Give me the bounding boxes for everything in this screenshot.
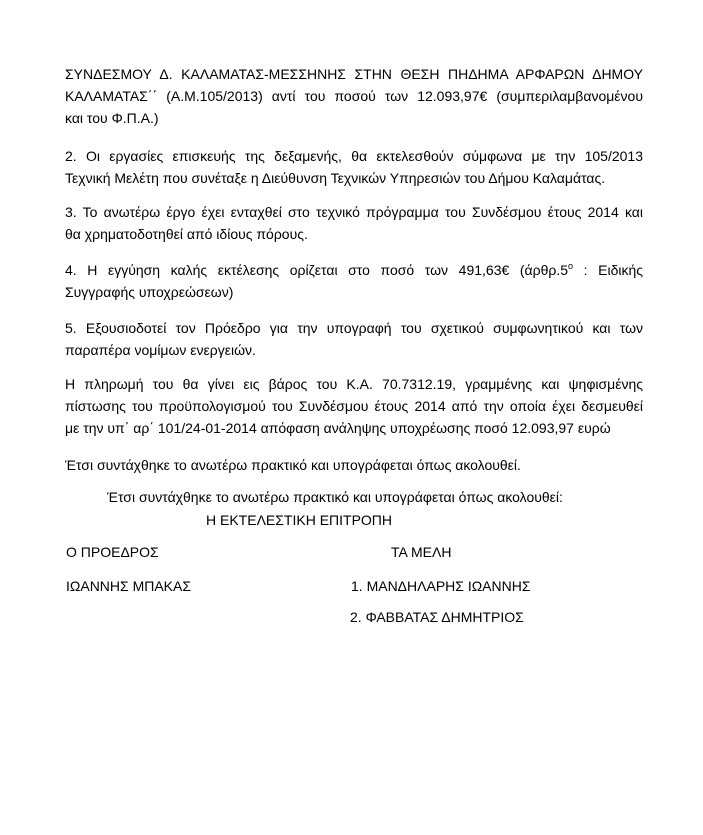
members-label: ΤΑ ΜΕΛΗ [391,544,452,560]
text-line: με την υπ΄ αρ΄ 101/24-01-2014 απόφαση ανάληψης υποχρέωσης ποσό 12.093,97 ευρώ [65,420,611,436]
text-line [65,259,643,281]
paragraph-project-title [65,63,643,129]
text-line: Έτσι συντάχθηκε το ανωτέρω πρακτικό και υπογράφεται όπως ακολουθεί. [65,457,521,473]
paragraph-closing [65,454,643,476]
paragraph-item-3 [65,201,643,245]
committee-title: Η ΕΚΤΕΛΕΣΤΙΚΗ ΕΠΙΤΡΟΠΗ [206,512,393,528]
paragraph-payment [65,373,643,439]
superscript: ο [568,261,574,271]
member-name-1: 1. ΜΑΝΔΗΛΑΡΗΣ ΙΩΑΝΝΗΣ [351,578,531,594]
paragraph-item-5 [65,317,643,361]
text-line: 3. Το ανωτέρω έργο έχει ενταχθεί στο τεχνικό πρόγραμμα του Συνδέσμου έτους 2014 και [65,204,643,220]
text-line: πίστωσης του προϋπολογισμού του Συνδέσμου έτους 2014 από την οποία έχει δεσμευθεί [65,398,643,414]
text-line: Τεχνική Μελέτη που συνέταξε η Διεύθυνση Τεχνικών Υπηρεσιών του Δήμου Καλαμάτας. [65,170,606,186]
text-segment: : Ειδικής [573,262,643,278]
text-line: Συγγραφής υποχρεώσεων) [65,284,234,300]
president-name: ΙΩΑΝΝΗΣ ΜΠΑΚΑΣ [66,578,192,594]
text-line: θα χρηματοδοτηθεί από ιδίους πόρους. [65,226,308,242]
paragraph-item-2 [65,145,643,189]
paragraph-item-4 [65,259,643,303]
president-label: Ο ΠΡΟΕΔΡΟΣ [66,544,159,560]
member-name-2: 2. ΦΑΒΒΑΤΑΣ ΔΗΜΗΤΡΙΟΣ [350,609,524,625]
text-line: 5. Εξουσιοδοτεί τον Πρόεδρο για την υπογραφή του σχετικού συμφωνητικού και των [65,320,643,336]
text-line: ΚΑΛΑΜΑΤΑΣ΄΄ (Α.Μ.105/2013) αντί του ποσού των 12.093,97€ (συμπεριλαμβανομένου [65,88,643,104]
text-line: και του Φ.Π.Α.) [65,110,159,126]
text-line: Η πληρωμή του θα γίνει εις βάρος του Κ.Α. 70.7312.19, γραμμένης και ψηφισμένης [65,376,643,392]
closing-statement-centered: Έτσι συντάχθηκε το ανωτέρω πρακτικό και υπογράφεται όπως ακολουθεί: [107,489,563,505]
text-line: παραπέρα νομίμων ενεργειών. [65,342,256,358]
text-line: 2. Οι εργασίες επισκευής της δεξαμενής, θα εκτελεσθούν σύμφωνα με την 105/2013 [65,148,643,164]
text-segment: 4. Η εγγύηση καλής εκτέλεσης ορίζεται στο ποσό των 491,63€ (άρθρ.5 [65,262,569,278]
text-line: ΣΥΝΔΕΣΜΟΥ Δ. ΚΑΛΑΜΑΤΑΣ-ΜΕΣΣΗΝΗΣ ΣΤΗΝ ΘΕΣΗ ΠΗΔΗΜΑ ΑΡΦΑΡΩΝ ΔΗΜΟΥ [65,66,643,82]
